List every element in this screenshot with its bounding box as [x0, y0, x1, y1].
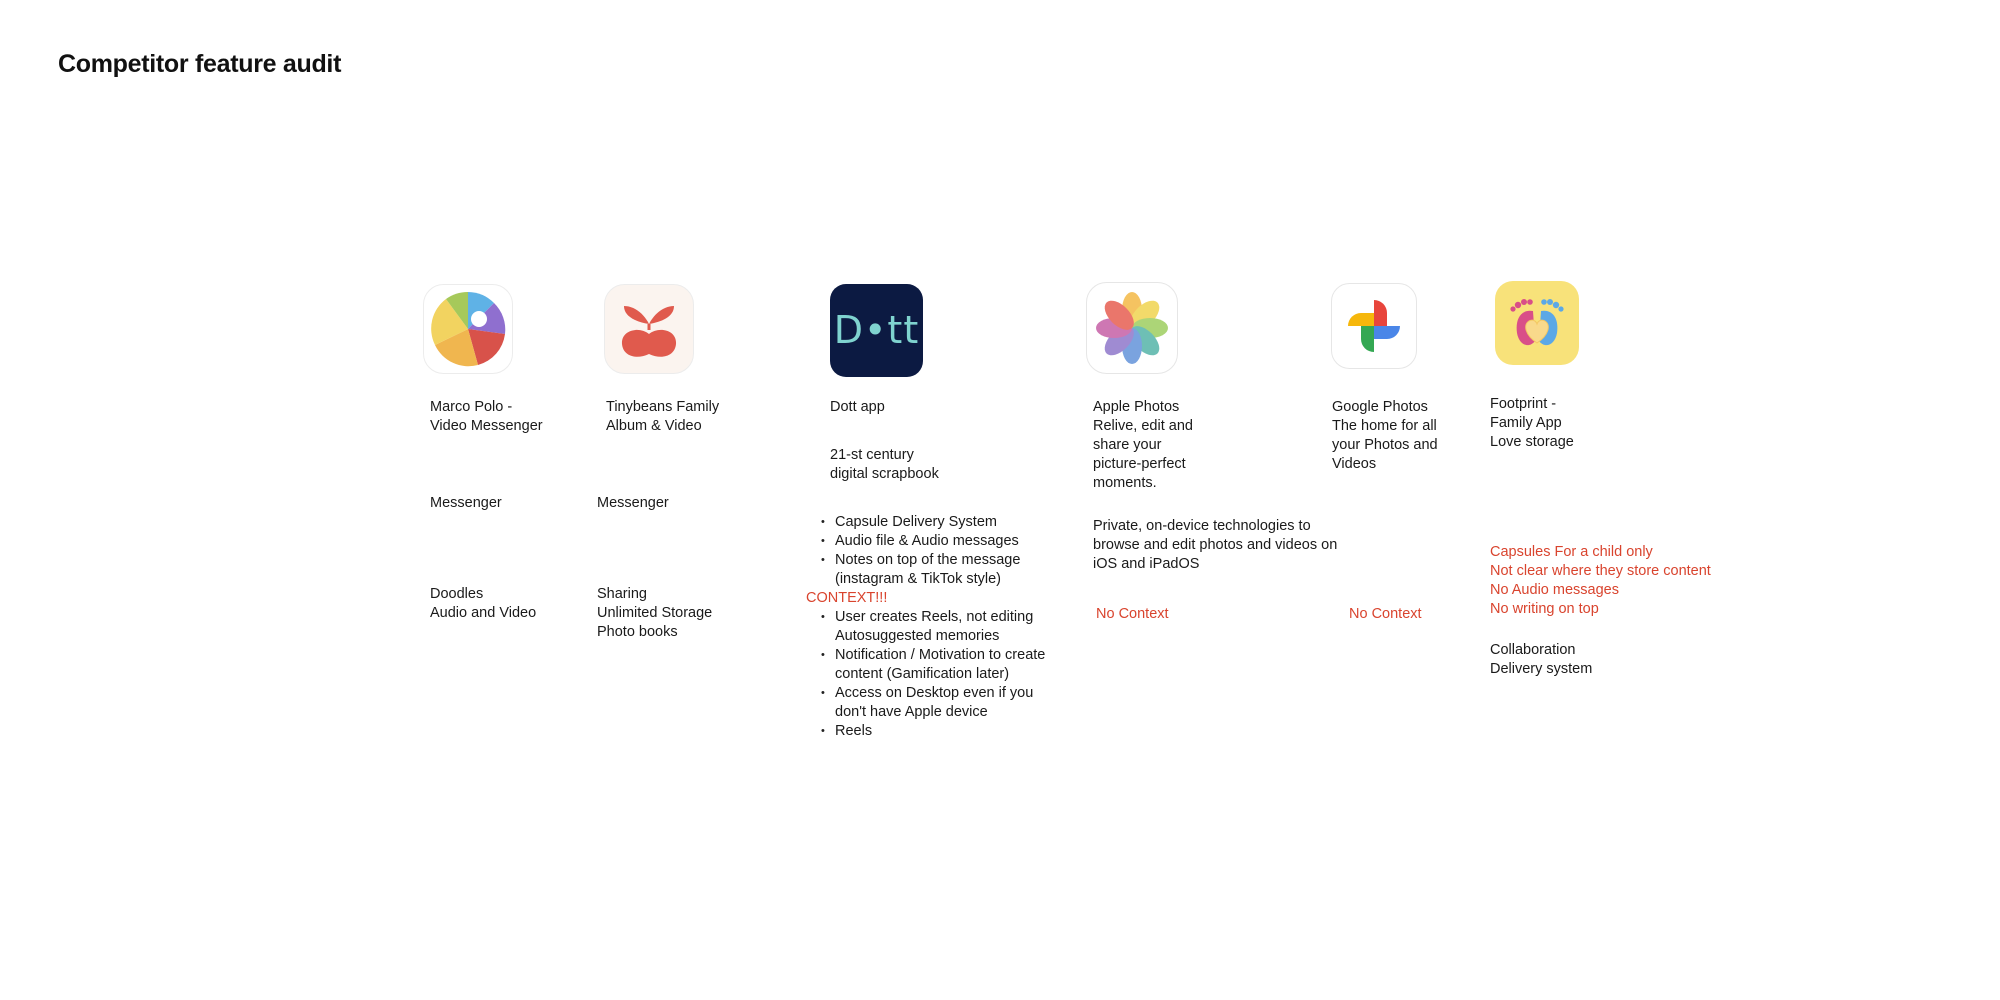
marco-polo-features: Doodles Audio and Video [430, 586, 537, 621]
apple-photos-description: Private, on-device technologies to browse and edit photos and videos on iOS and iPadOS [1093, 518, 1338, 572]
dott-name: Dott app [830, 399, 885, 415]
footprint-name: Footprint - Family App Love storage [1490, 396, 1574, 450]
list-item: • User creates Reels, not editing Autosuggested memories [835, 608, 1045, 646]
list-item: • Notification / Motivation to create content (Gamification later) [835, 646, 1045, 684]
list-item: • Reels [835, 722, 1045, 741]
footprint-features: Collaboration Delivery system [1490, 642, 1593, 677]
footprint-notes: Capsules For a child only Not clear where they store content No Audio messages No writing on top [1490, 544, 1711, 617]
dott-context-feature-list [807, 608, 1045, 741]
marco-polo-app-icon [423, 284, 513, 374]
marco-polo-name: Marco Polo - Video Messenger [430, 399, 543, 434]
google-photos-note: No Context [1349, 606, 1422, 622]
list-item: • Notes on top of the message (instagram & TikTok style) [835, 551, 1020, 589]
dott-context-label: CONTEXT!!! [806, 590, 888, 606]
dott-feature-list [807, 513, 1020, 589]
list-item: • Audio file & Audio messages [835, 532, 1020, 551]
list-item: • Capsule Delivery System [835, 513, 1020, 532]
apple-photos-note: No Context [1096, 606, 1169, 622]
apple-photos-app-icon [1086, 282, 1178, 374]
tinybeans-app-icon [604, 284, 694, 374]
apple-photos-name: Apple Photos Relive, edit and share your picture-perfect moments. [1093, 399, 1193, 491]
google-photos-app-icon [1331, 283, 1417, 369]
dott-tagline: 21-st century digital scrapbook [830, 447, 939, 482]
marco-polo-category: Messenger [430, 495, 502, 511]
google-photos-name: Google Photos The home for all your Photos and Videos [1332, 399, 1438, 472]
page-title: Competitor feature audit [58, 50, 342, 78]
list-item: • Access on Desktop even if you don't have Apple device [835, 684, 1045, 722]
tinybeans-name: Tinybeans Family Album & Video [606, 399, 720, 434]
dott-app-icon [830, 284, 923, 377]
tinybeans-category: Messenger [597, 495, 669, 511]
tinybeans-features: Sharing Unlimited Storage Photo books [597, 586, 713, 640]
dott-icon-wordmark: D•tt [833, 308, 920, 352]
footprint-app-icon [1495, 281, 1579, 365]
